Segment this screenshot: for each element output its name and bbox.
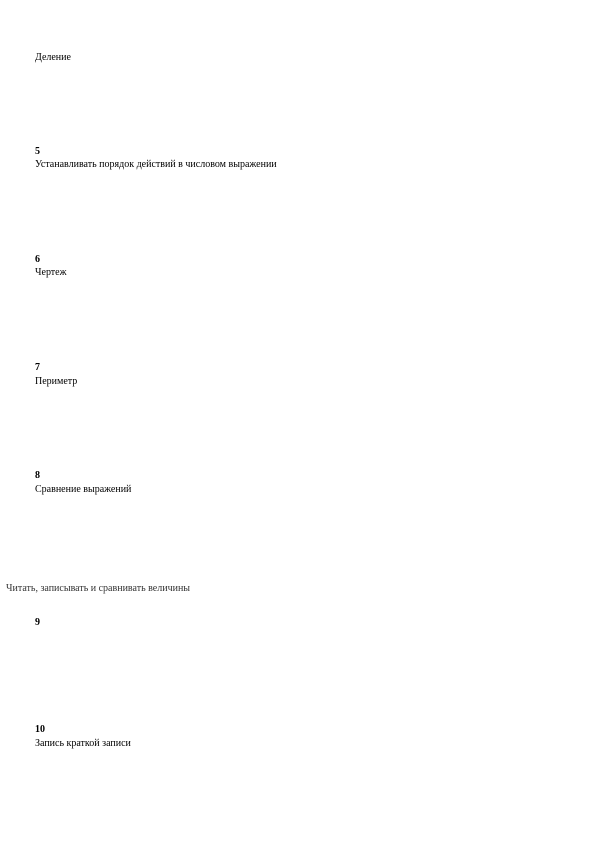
item-number-5: 5	[35, 146, 40, 157]
side-note: Читать, записывать и сравнивать величины	[6, 583, 191, 594]
item-number-7: 7	[35, 362, 40, 373]
item-text-perimeter: Периметр	[35, 376, 78, 387]
item-text-drawing: Чертеж	[35, 267, 67, 278]
item-text-order-of-operations: Устанавливать порядок действий в числовом выражении	[35, 159, 277, 170]
item-text-division: Деление	[35, 52, 71, 63]
item-number-8: 8	[35, 470, 40, 481]
item-number-10: 10	[35, 724, 45, 735]
item-text-short-record: Запись краткой записи	[35, 738, 131, 749]
item-number-9: 9	[35, 617, 40, 628]
item-number-6: 6	[35, 254, 40, 265]
item-text-comparing-expressions: Сравнение выражений	[35, 484, 132, 495]
